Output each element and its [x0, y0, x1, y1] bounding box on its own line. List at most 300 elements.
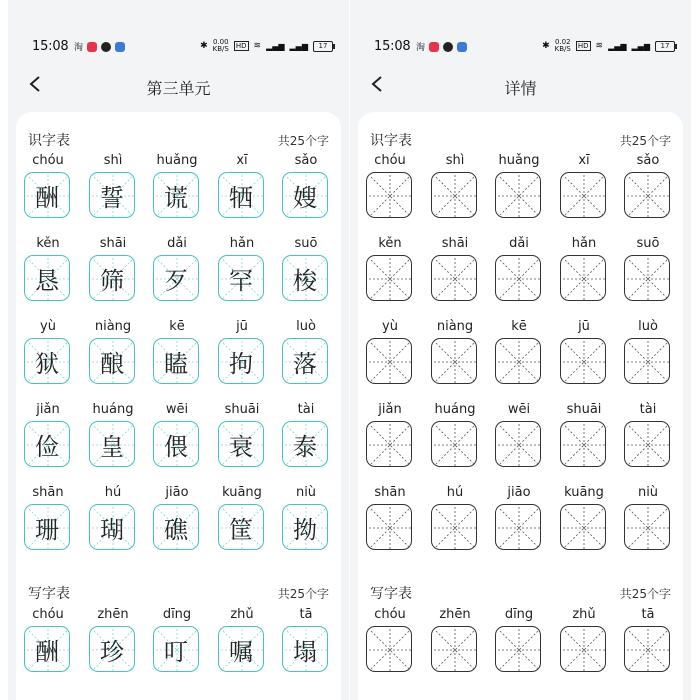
writing-box[interactable]	[431, 626, 477, 672]
tianzige-guide-lines	[367, 627, 413, 673]
pinyin-label: jiāo	[165, 485, 189, 500]
pinyin-label: dīng	[504, 607, 534, 622]
pinyin-label: shān	[32, 485, 64, 500]
char-cell[interactable]	[89, 236, 137, 306]
pinyin-label: huáng	[434, 402, 476, 417]
char-cell[interactable]	[624, 319, 672, 389]
tianzige-guide-lines	[432, 339, 478, 385]
char-cell[interactable]	[218, 402, 266, 472]
pinyin-label: kē	[511, 319, 527, 334]
tianzige-guide-lines	[432, 173, 478, 219]
tianzige-guide-lines	[625, 339, 671, 385]
pinyin-label: luò	[296, 319, 316, 334]
char-cell[interactable]	[431, 607, 479, 677]
taobao-icon: 淘	[416, 43, 426, 53]
status-bar	[350, 38, 691, 56]
wechat-icon	[101, 42, 111, 52]
writing-box[interactable]	[624, 626, 670, 672]
pinyin-label: shāi	[441, 236, 469, 251]
pinyin-label: chóu	[32, 607, 64, 622]
signal-icon: ▂▄▆	[266, 41, 285, 51]
char-cell[interactable]	[24, 319, 72, 389]
char-cell[interactable]	[89, 485, 137, 555]
char-cell[interactable]	[89, 319, 137, 389]
character-box[interactable]	[89, 172, 135, 218]
hanzi-character: 嫂	[293, 183, 317, 212]
char-cell[interactable]	[560, 319, 608, 389]
tianzige-guide-lines	[367, 256, 413, 302]
network-speed: 0.02 KB/S	[554, 38, 571, 53]
hd-icon: HD	[235, 42, 247, 50]
character-box[interactable]	[218, 172, 264, 218]
write-count: 共25个字	[619, 587, 671, 601]
status-time: 15:08	[32, 39, 69, 54]
hanzi-character: 叮	[164, 637, 188, 666]
writing-box[interactable]	[431, 338, 477, 384]
char-cell[interactable]	[24, 153, 72, 223]
write-title: 写字表	[370, 586, 412, 602]
char-cell[interactable]	[153, 236, 201, 306]
char-cell[interactable]	[282, 236, 330, 306]
character-box[interactable]	[24, 255, 70, 301]
status-time: 15:08	[374, 39, 411, 54]
notification-icons	[74, 40, 125, 53]
char-cell[interactable]	[282, 153, 330, 223]
char-cell[interactable]	[624, 236, 672, 306]
tianzige-guide-lines	[496, 505, 542, 551]
char-cell[interactable]	[495, 153, 543, 223]
char-cell[interactable]	[495, 607, 543, 677]
pinyin-label: kuāng	[564, 485, 604, 500]
hanzi-character: 筐	[229, 515, 253, 544]
write-title: 写字表	[28, 586, 70, 602]
pinyin-label: dīng	[162, 607, 192, 622]
character-box[interactable]	[282, 421, 328, 467]
char-cell[interactable]	[560, 236, 608, 306]
character-box[interactable]	[282, 626, 328, 672]
hanzi-character: 拗	[293, 515, 317, 544]
char-row	[16, 402, 341, 474]
pinyin-label: xī	[578, 153, 590, 168]
character-box[interactable]	[218, 421, 264, 467]
pinyin-label: kěn	[378, 236, 402, 251]
hanzi-character: 誓	[100, 183, 124, 212]
writing-box[interactable]	[560, 172, 606, 218]
wifi-icon: ≋	[253, 41, 262, 51]
tianzige-guide-lines	[432, 627, 478, 673]
pinyin-label: tā	[641, 607, 655, 622]
wechat-icon	[443, 42, 453, 52]
tianzige-guide-lines	[496, 173, 542, 219]
tianzige-guide-lines	[432, 256, 478, 302]
char-row	[358, 236, 683, 308]
writing-box[interactable]	[366, 421, 412, 467]
pinyin-label: kuāng	[222, 485, 262, 500]
pinyin-label: dǎi	[167, 236, 187, 251]
char-cell[interactable]	[24, 402, 72, 472]
char-row	[358, 319, 683, 391]
pinyin-label: dǎi	[509, 236, 529, 251]
pinyin-label: yù	[382, 319, 398, 334]
writing-box[interactable]	[495, 172, 541, 218]
char-row	[358, 402, 683, 474]
pinyin-label: hú	[104, 485, 122, 500]
pinyin-label: jū	[236, 319, 248, 334]
writing-box[interactable]	[495, 626, 541, 672]
system-icons	[542, 39, 675, 53]
char-cell[interactable]	[282, 319, 330, 389]
pinyin-label: shāi	[99, 236, 127, 251]
character-box[interactable]	[218, 626, 264, 672]
char-cell[interactable]	[282, 607, 330, 677]
nav-bar	[350, 68, 691, 104]
writing-box[interactable]	[366, 626, 412, 672]
pinyin-label: kěn	[36, 236, 60, 251]
char-row	[16, 485, 341, 557]
character-box[interactable]	[153, 504, 199, 550]
writing-box[interactable]	[431, 504, 477, 550]
char-cell[interactable]	[24, 485, 72, 555]
character-box[interactable]	[218, 255, 264, 301]
pinyin-label: niù	[637, 485, 659, 500]
pinyin-label: tài	[639, 402, 657, 417]
tianzige-guide-lines	[625, 505, 671, 551]
character-box[interactable]	[89, 504, 135, 550]
char-cell[interactable]	[431, 402, 479, 472]
char-cell[interactable]	[218, 236, 266, 306]
writing-box[interactable]	[624, 338, 670, 384]
hanzi-character: 礁	[164, 515, 188, 544]
hanzi-character: 谎	[164, 183, 188, 212]
pinyin-label: jiǎn	[36, 402, 60, 417]
writing-box[interactable]	[624, 255, 670, 301]
writing-box[interactable]	[366, 504, 412, 550]
hanzi-character: 瑚	[100, 515, 124, 544]
tianzige-guide-lines	[625, 627, 671, 673]
battery-icon: 17	[313, 41, 333, 52]
writing-box[interactable]	[495, 338, 541, 384]
char-cell[interactable]	[24, 607, 72, 677]
writing-box[interactable]	[366, 255, 412, 301]
recognize-count: 共25个字	[277, 134, 329, 148]
hanzi-character: 酬	[35, 183, 59, 212]
tianzige-guide-lines	[561, 422, 607, 468]
char-cell[interactable]	[624, 153, 672, 223]
content-card	[358, 112, 683, 700]
character-box[interactable]	[153, 255, 199, 301]
pinyin-label: chóu	[32, 153, 64, 168]
hanzi-character: 偎	[164, 432, 188, 461]
char-cell[interactable]	[89, 607, 137, 677]
tianzige-guide-lines	[625, 422, 671, 468]
notification-icons	[416, 40, 467, 53]
writing-box[interactable]	[366, 172, 412, 218]
char-cell[interactable]	[495, 485, 543, 555]
pinyin-label: hǎn	[571, 236, 597, 251]
pinyin-label: kē	[169, 319, 185, 334]
pinyin-label: yù	[40, 319, 56, 334]
char-cell[interactable]	[153, 319, 201, 389]
content-card	[16, 112, 341, 700]
hanzi-character: 泰	[293, 432, 317, 461]
character-box[interactable]	[153, 626, 199, 672]
tianzige-guide-lines	[367, 422, 413, 468]
writing-box[interactable]	[560, 338, 606, 384]
char-cell[interactable]	[431, 319, 479, 389]
hanzi-character: 筛	[100, 266, 124, 295]
tianzige-guide-lines	[496, 256, 542, 302]
left-phone-screen	[8, 0, 349, 700]
pinyin-label: huáng	[92, 402, 134, 417]
char-cell[interactable]	[431, 236, 479, 306]
hanzi-character: 皇	[100, 432, 124, 461]
char-cell[interactable]	[495, 236, 543, 306]
recognize-count: 共25个字	[619, 134, 671, 148]
page-title: 详情	[504, 79, 537, 98]
app-blue-icon	[115, 42, 125, 52]
writing-box[interactable]	[431, 421, 477, 467]
pinyin-label: suō	[294, 236, 318, 251]
writing-box[interactable]	[624, 172, 670, 218]
char-cell[interactable]	[218, 319, 266, 389]
character-box[interactable]	[218, 504, 264, 550]
char-cell[interactable]	[153, 153, 201, 223]
pinyin-label: jiǎn	[378, 402, 402, 417]
pinyin-label: zhǔ	[230, 607, 254, 622]
character-box[interactable]	[24, 626, 70, 672]
character-box[interactable]	[89, 421, 135, 467]
pinyin-label: luò	[638, 319, 658, 334]
char-row	[16, 153, 341, 225]
character-box[interactable]	[153, 421, 199, 467]
tianzige-guide-lines	[496, 422, 542, 468]
tianzige-guide-lines	[561, 339, 607, 385]
recognize-title: 识字表	[370, 133, 412, 149]
char-cell[interactable]	[495, 402, 543, 472]
pinyin-label: jū	[578, 319, 590, 334]
writing-box[interactable]	[431, 255, 477, 301]
character-box[interactable]	[89, 255, 135, 301]
char-cell[interactable]	[366, 607, 414, 677]
writing-box[interactable]	[495, 421, 541, 467]
character-box[interactable]	[89, 338, 135, 384]
pinyin-label: shān	[374, 485, 406, 500]
status-bar	[8, 38, 349, 56]
writing-box[interactable]	[495, 504, 541, 550]
pinyin-label: shuāi	[224, 402, 260, 417]
char-cell[interactable]	[366, 485, 414, 555]
pinyin-label: shuāi	[566, 402, 602, 417]
char-cell[interactable]	[24, 236, 72, 306]
pinyin-label: shì	[103, 153, 123, 168]
tianzige-guide-lines	[625, 256, 671, 302]
hanzi-character: 牺	[229, 183, 253, 212]
bluetooth-icon: ✱	[200, 41, 208, 51]
nav-bar	[8, 68, 349, 104]
character-box[interactable]	[282, 172, 328, 218]
pinyin-label: sǎo	[294, 153, 318, 168]
recognize-section-header	[28, 130, 329, 150]
char-cell[interactable]	[560, 607, 608, 677]
hanzi-character: 狱	[35, 349, 59, 378]
signal2-icon: ▂▄▆	[631, 41, 650, 51]
writing-box[interactable]	[560, 626, 606, 672]
pinyin-label: chóu	[374, 607, 406, 622]
character-box[interactable]	[24, 421, 70, 467]
tianzige-guide-lines	[496, 627, 542, 673]
pinyin-label: tā	[299, 607, 313, 622]
tianzige-guide-lines	[496, 339, 542, 385]
char-row	[16, 319, 341, 391]
tianzige-guide-lines	[367, 339, 413, 385]
pinyin-label: zhēn	[97, 607, 129, 622]
char-row	[16, 236, 341, 308]
character-box[interactable]	[24, 172, 70, 218]
character-box[interactable]	[282, 338, 328, 384]
signal-icon: ▂▄▆	[608, 41, 627, 51]
writing-box[interactable]	[560, 255, 606, 301]
writing-box[interactable]	[624, 421, 670, 467]
pinyin-label: tài	[297, 402, 315, 417]
pinyin-label: sǎo	[636, 153, 660, 168]
character-box[interactable]	[153, 172, 199, 218]
char-cell[interactable]	[282, 485, 330, 555]
writing-box[interactable]	[560, 504, 606, 550]
pinyin-label: niù	[295, 485, 317, 500]
char-cell[interactable]	[366, 319, 414, 389]
char-cell[interactable]	[153, 402, 201, 472]
char-cell[interactable]	[624, 485, 672, 555]
char-cell[interactable]	[431, 485, 479, 555]
pinyin-label: wēi	[165, 402, 189, 417]
write-count: 共25个字	[277, 587, 329, 601]
pinyin-label: hú	[446, 485, 464, 500]
write-section-header	[370, 583, 671, 603]
char-cell[interactable]	[153, 607, 201, 677]
tianzige-guide-lines	[432, 422, 478, 468]
hanzi-character: 珊	[35, 515, 59, 544]
hanzi-character: 衰	[229, 432, 253, 461]
hanzi-character: 歹	[164, 266, 188, 295]
pinyin-label: xī	[236, 153, 248, 168]
char-cell[interactable]	[218, 607, 266, 677]
hanzi-character: 嘱	[229, 637, 253, 666]
char-cell[interactable]	[89, 153, 137, 223]
app-blue-icon	[457, 42, 467, 52]
hanzi-character: 俭	[35, 432, 59, 461]
char-row	[358, 607, 683, 679]
char-row	[16, 607, 341, 679]
character-box[interactable]	[153, 338, 199, 384]
network-speed: 0.00 KB/S	[212, 38, 229, 53]
writing-box[interactable]	[495, 255, 541, 301]
hanzi-character: 酿	[100, 349, 124, 378]
hanzi-character: 瞌	[164, 349, 188, 378]
char-cell[interactable]	[282, 402, 330, 472]
hanzi-character: 塌	[293, 637, 317, 666]
char-cell[interactable]	[153, 485, 201, 555]
recognize-title: 识字表	[28, 133, 70, 149]
character-box[interactable]	[24, 504, 70, 550]
wifi-icon: ≋	[595, 41, 604, 51]
char-cell[interactable]	[218, 485, 266, 555]
pinyin-label: wēi	[507, 402, 531, 417]
tianzige-guide-lines	[432, 505, 478, 551]
char-row	[358, 153, 683, 225]
char-cell[interactable]	[218, 153, 266, 223]
hd-icon: HD	[577, 42, 589, 50]
page-title: 第三单元	[146, 79, 211, 98]
char-cell[interactable]	[624, 402, 672, 472]
char-cell[interactable]	[89, 402, 137, 472]
hanzi-character: 酬	[35, 637, 59, 666]
char-cell[interactable]	[624, 607, 672, 677]
taobao-icon: 淘	[74, 43, 84, 53]
character-box[interactable]	[282, 504, 328, 550]
tianzige-guide-lines	[561, 627, 607, 673]
hanzi-character: 拘	[229, 349, 253, 378]
char-cell[interactable]	[431, 153, 479, 223]
right-phone-screen	[350, 0, 691, 700]
hanzi-character: 恳	[35, 266, 59, 295]
battery-icon: 17	[655, 41, 675, 52]
pinyin-label: zhēn	[439, 607, 471, 622]
app-red-icon	[429, 42, 439, 52]
pinyin-label: huǎng	[156, 153, 198, 168]
hanzi-character: 罕	[229, 266, 253, 295]
pinyin-label: hǎn	[229, 236, 255, 251]
writing-box[interactable]	[624, 504, 670, 550]
tianzige-guide-lines	[367, 173, 413, 219]
app-red-icon	[87, 42, 97, 52]
hanzi-character: 珍	[100, 637, 124, 666]
pinyin-label: zhǔ	[572, 607, 596, 622]
character-box[interactable]	[24, 338, 70, 384]
tianzige-guide-lines	[561, 505, 607, 551]
bluetooth-icon: ✱	[542, 41, 550, 51]
signal2-icon: ▂▄▆	[289, 41, 308, 51]
hanzi-character: 落	[293, 349, 317, 378]
writing-box[interactable]	[366, 338, 412, 384]
char-cell[interactable]	[560, 153, 608, 223]
hanzi-character: 梭	[293, 266, 317, 295]
write-section-header	[28, 583, 329, 603]
pinyin-label: shì	[445, 153, 465, 168]
character-box[interactable]	[218, 338, 264, 384]
tianzige-guide-lines	[367, 505, 413, 551]
tianzige-guide-lines	[625, 173, 671, 219]
pinyin-label: chóu	[374, 153, 406, 168]
char-cell[interactable]	[495, 319, 543, 389]
tianzige-guide-lines	[561, 173, 607, 219]
pinyin-label: niàng	[94, 319, 132, 334]
writing-box[interactable]	[431, 172, 477, 218]
char-cell[interactable]	[366, 236, 414, 306]
writing-box[interactable]	[560, 421, 606, 467]
character-box[interactable]	[282, 255, 328, 301]
char-row	[358, 485, 683, 557]
pinyin-label: jiāo	[507, 485, 531, 500]
char-cell[interactable]	[560, 485, 608, 555]
character-box[interactable]	[89, 626, 135, 672]
pinyin-label: niàng	[436, 319, 474, 334]
tianzige-guide-lines	[561, 256, 607, 302]
char-cell[interactable]	[560, 402, 608, 472]
char-cell[interactable]	[366, 153, 414, 223]
char-cell[interactable]	[366, 402, 414, 472]
pinyin-label: suō	[636, 236, 660, 251]
system-icons	[200, 39, 333, 53]
